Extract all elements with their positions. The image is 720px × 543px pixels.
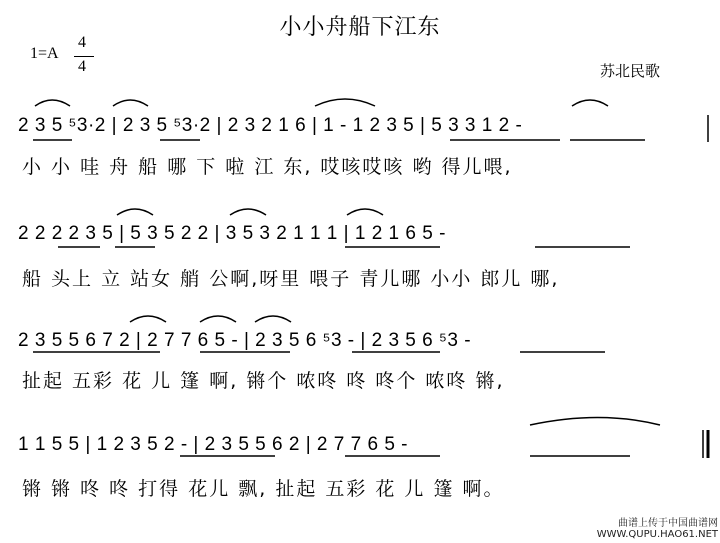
lyrics-line-3: 扯起 五彩 花 儿 篷 啊, 锵个 哝咚 咚 咚个 哝咚 锵, (22, 370, 505, 392)
footer-line-1: 曲谱上传于中国曲谱网 (618, 518, 718, 529)
footer-line-2: WWW.QUPU.HAO61.NET (596, 529, 718, 540)
lyrics-line-1: 小 小 哇 舟 船 哪 下 啦 江 东, 哎咳哎咳 哟 得儿喂, (22, 156, 513, 178)
notation-line-4-notes: 1 1 5 5 | 1 2 3 5 2 - | 2 3 5 5 6 2 | 2 7 7 6 5 - (18, 434, 408, 455)
notation-line-3-notes: 2 3 5 5 6 7 2 | 2 7 7 6 5 - | 2 3 5 6 ⁵3 - | 2 3 5 6 ⁵3 - (18, 330, 472, 351)
time-signature-bottom: 4 (78, 58, 86, 75)
time-signature-top: 4 (78, 34, 86, 51)
song-title: 小小舟船下江东 (279, 15, 441, 40)
footer-watermark (597, 518, 718, 540)
notation-line-2-notes: 2 2 2 2 3 5 | 5 3 5 2 2 | 3 5 3 2 1 1 1 | 1 2 1 6 5 - (18, 223, 446, 244)
lyrics-line-2: 船 头上 立 站女 艄 公啊,呀里 喂子 青儿哪 小小 郎儿 哪, (22, 268, 560, 290)
key-signature: 1=A (30, 45, 59, 62)
attribution: 苏北民歌 (600, 62, 661, 80)
notation-line-1-notes: 2 3 5 ⁵3·2 | 2 3 5 ⁵3·2 | 2 3 2 1 6 | 1 - 1 2 3 5 | 5 3 3 1 2 - (18, 115, 523, 136)
lyrics-line-4: 锵 锵 咚 咚 打得 花儿 飘, 扯起 五彩 花 儿 篷 啊。 (22, 478, 505, 500)
